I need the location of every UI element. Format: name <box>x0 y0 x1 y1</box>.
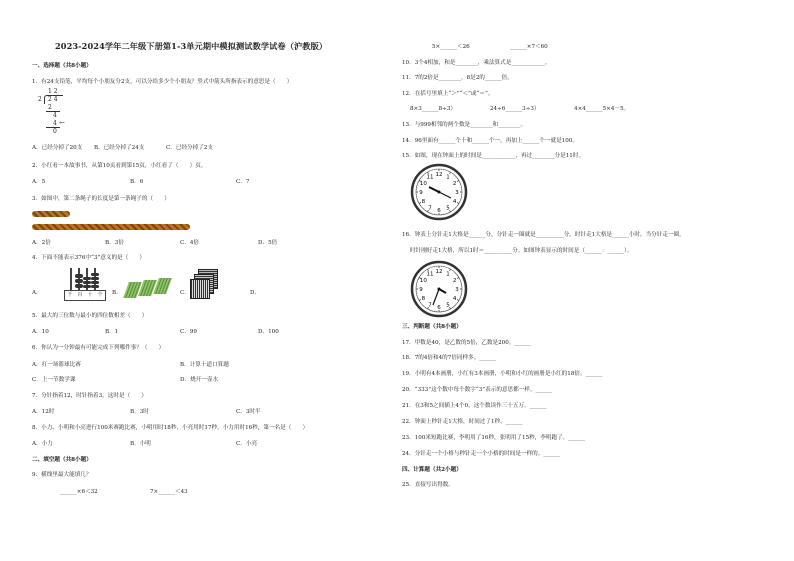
question-4: 4．下面不能表示376中“3”意义的是（ ） <box>32 255 146 261</box>
q6-option-c[interactable]: C．上一节数学课 <box>32 377 76 383</box>
question-17: 17．甲数是40，是乙数的5倍，乙数是200。______ <box>402 340 532 346</box>
q7-option-c[interactable]: C．3时半 <box>236 409 261 415</box>
q6-option-d[interactable]: D．烧开一壶水 <box>180 377 219 383</box>
rope-1-image <box>32 211 70 217</box>
clock-number: 2 <box>452 181 457 187</box>
section-judge: 三、判断题（共8小题） <box>402 324 462 330</box>
question-3: 3．如图中，第二条绳子的长度是第一条绳子的（ ） <box>32 196 170 202</box>
question-14: 14．96里面有______个十和______个一，再加上______个一就是100。 <box>402 138 578 144</box>
long-division <box>38 88 78 140</box>
question-8: 8．小力、小明和小亮进行100米赛跑比赛，小明用时18秒，小亮用时17秒，小力用时16秒，第一名是（ ） <box>32 425 309 431</box>
question-11: 11．7的2倍是________，8是2的______倍。 <box>402 75 513 81</box>
question-18: 18．7的4倍和4的7倍同样多。______ <box>402 355 497 361</box>
clock-number: 7 <box>428 302 432 309</box>
division-row-4: 0 <box>53 128 57 135</box>
division-row-1: 2 <box>48 104 52 111</box>
question-25: 25．直接写出得数。 <box>402 482 454 488</box>
clock-number: 10 <box>419 181 427 187</box>
question-6: 6．你认为一分钟最有可能完成下列哪件事？（ ） <box>32 345 165 351</box>
q4-option-d[interactable]: D． <box>250 290 261 296</box>
q5-option-d[interactable]: D．100 <box>258 329 279 335</box>
question-5: 5．最大的三位数与最小的四位数相差（ ） <box>32 313 148 319</box>
q2-option-a[interactable]: A．5 <box>32 179 46 185</box>
question-7: 7．分针指着12，时针指着3，这时是（ ） <box>32 393 147 399</box>
q8-option-a[interactable]: A．小力 <box>32 441 53 447</box>
q4-option-b[interactable]: B． <box>112 290 122 296</box>
clock-number: 12 <box>435 269 443 275</box>
clock-number: 4 <box>452 296 457 302</box>
question-16-line-2: 时针刚好走1大格，所以1时＝__________分。如图钟表显示的时间是（______：______）。 <box>410 248 633 254</box>
q5-option-a[interactable]: A．10 <box>32 329 49 335</box>
q9-blank-c[interactable]: 5×______＜26 <box>432 44 470 50</box>
division-quotient: 1 2 <box>48 88 58 95</box>
q5-option-c[interactable]: C．99 <box>180 329 197 335</box>
clock-number: 11 <box>426 271 434 278</box>
clock-number: 1 <box>446 174 450 181</box>
clock-number: 1 <box>446 271 450 278</box>
q12-item-1[interactable]: 8×3______8÷3） <box>410 106 456 112</box>
place-thousands: 千 <box>67 292 73 298</box>
clock-number: 3 <box>455 190 459 196</box>
place-tens: 十 <box>87 292 93 298</box>
place-ones: 个 <box>97 292 103 298</box>
q1-option-a[interactable]: A．已经分掉了20支 <box>32 145 83 151</box>
clock-number: 7 <box>428 205 432 212</box>
clock-number: 3 <box>455 287 459 293</box>
clock-number: 6 <box>437 305 441 311</box>
grid-blocks-image <box>190 269 216 299</box>
q4-option-a[interactable]: A． <box>32 290 42 296</box>
q9-blank-d[interactable]: ______×7＜60 <box>510 44 548 50</box>
abacus-image <box>64 268 104 300</box>
division-row-3: 4 <box>53 120 57 127</box>
q2-option-c[interactable]: C．7 <box>236 179 250 185</box>
q7-option-b[interactable]: B．3时 <box>130 409 149 415</box>
clock-number: 5 <box>446 302 450 309</box>
arrow-icon: ← <box>59 119 65 127</box>
q12-item-2[interactable]: 24÷6______3÷3） <box>490 106 540 112</box>
clock-number: 10 <box>419 278 427 284</box>
division-row-2: 4 <box>53 112 57 119</box>
question-13: 13．与999相邻的两个数是________和________。 <box>402 122 527 128</box>
clock-number: 4 <box>452 199 457 205</box>
question-9: 9．横线里最大能填几？ <box>32 472 92 478</box>
clock-number: 11 <box>426 174 434 181</box>
place-hundreds: 百 <box>77 292 83 298</box>
section-choice: 一、选择题（共8小题） <box>32 63 92 69</box>
q7-option-a[interactable]: A．12时 <box>32 409 55 415</box>
question-1: 1．有24支铅笔，平均每个小朋友分2支，可以分给多少个小朋友？竖式中箭头所指表示的意思是（ ） <box>32 79 293 85</box>
section-fill: 二、填空题（共8小题） <box>32 457 92 463</box>
q8-option-c[interactable]: C．小亮 <box>236 441 258 447</box>
question-20: 20．“333”这个数中每个数字“3”表示的意思都一样。______ <box>402 387 553 393</box>
question-2: 2．小红看一本故事书，从第10页看到第15页，小红看了（ ）页。 <box>32 163 207 169</box>
clock-number: 12 <box>435 172 443 178</box>
q4-option-c[interactable]: C． <box>180 290 190 296</box>
clock-number: 8 <box>421 296 426 302</box>
q3-option-c[interactable]: C．4倍 <box>180 240 200 246</box>
clock-number: 6 <box>437 208 441 214</box>
exam-title: 2023-2024学年二年级下册第1-3单元期中模拟测试数学试卷（沪教版） <box>55 41 328 51</box>
rope-2-image <box>32 224 190 230</box>
q9-blank-b[interactable]: 7×______＜43 <box>150 489 188 495</box>
q6-option-a[interactable]: A．打一场篮球比赛 <box>32 362 81 368</box>
q12-item-3[interactable]: 4×4______5×4－5。 <box>574 106 630 112</box>
question-15: 15．如图，现在钟面上的时间是____________，再过________分是11时。 <box>402 153 585 159</box>
clock-q16-image <box>410 260 468 318</box>
clock-number: 2 <box>452 278 457 284</box>
clock-number: 8 <box>421 199 426 205</box>
clock-number: 9 <box>419 190 423 196</box>
stick-bundles-image <box>126 276 172 300</box>
q5-option-b[interactable]: B．1 <box>105 329 119 335</box>
q1-option-b[interactable]: B．已经分掉了24支 <box>94 145 145 151</box>
clock-number: 5 <box>446 205 450 212</box>
q3-option-b[interactable]: B．3倍 <box>105 240 124 246</box>
clock-q15-image <box>410 163 468 221</box>
question-10: 10．3个4相加，和是________，乘法算式是____________。 <box>402 60 551 66</box>
question-16-line-1: 16．钟表上分针走1大格是______分，分针走一圈就是__________分。时针走1大格是______小时，当分针走一圈， <box>402 232 685 238</box>
division-dividend: 2 4 <box>48 96 58 103</box>
q8-option-b[interactable]: B．小明 <box>130 441 151 447</box>
q3-option-a[interactable]: A．2倍 <box>32 240 51 246</box>
q1-option-c[interactable]: C．已经分掉了2支 <box>166 145 213 151</box>
question-23: 23．100米短跑比赛，李明用了16秒，张明用了15秒，李明跑了。______ <box>402 435 586 441</box>
question-22: 22．钟面上秒针走1大格，时间过了1秒。______ <box>402 419 523 425</box>
question-12: 12．在括号里填上“＞”“＜”或“＝”。 <box>402 91 494 97</box>
division-divisor: 2 <box>38 96 42 103</box>
question-21: 21．在3和5之间插上4个0，这个数读作三十五万。______ <box>402 403 547 409</box>
question-24: 24．分针走一个小格与秒针走一个小格的时间是一样的。______ <box>402 451 561 457</box>
q3-option-d[interactable]: D．5倍 <box>258 240 278 246</box>
q6-option-b[interactable]: B．计算十道口算题 <box>180 362 229 368</box>
q9-blank-a[interactable]: ______×6＜32 <box>60 489 98 495</box>
question-19: 19．小明有4本画册，小红有3本画册，小明和小红的画册是小红的18倍。______ <box>402 371 603 377</box>
clock-number: 9 <box>419 287 423 293</box>
section-calc: 四、计算题（共2小题） <box>402 467 462 473</box>
q2-option-b[interactable]: B．6 <box>130 179 144 185</box>
